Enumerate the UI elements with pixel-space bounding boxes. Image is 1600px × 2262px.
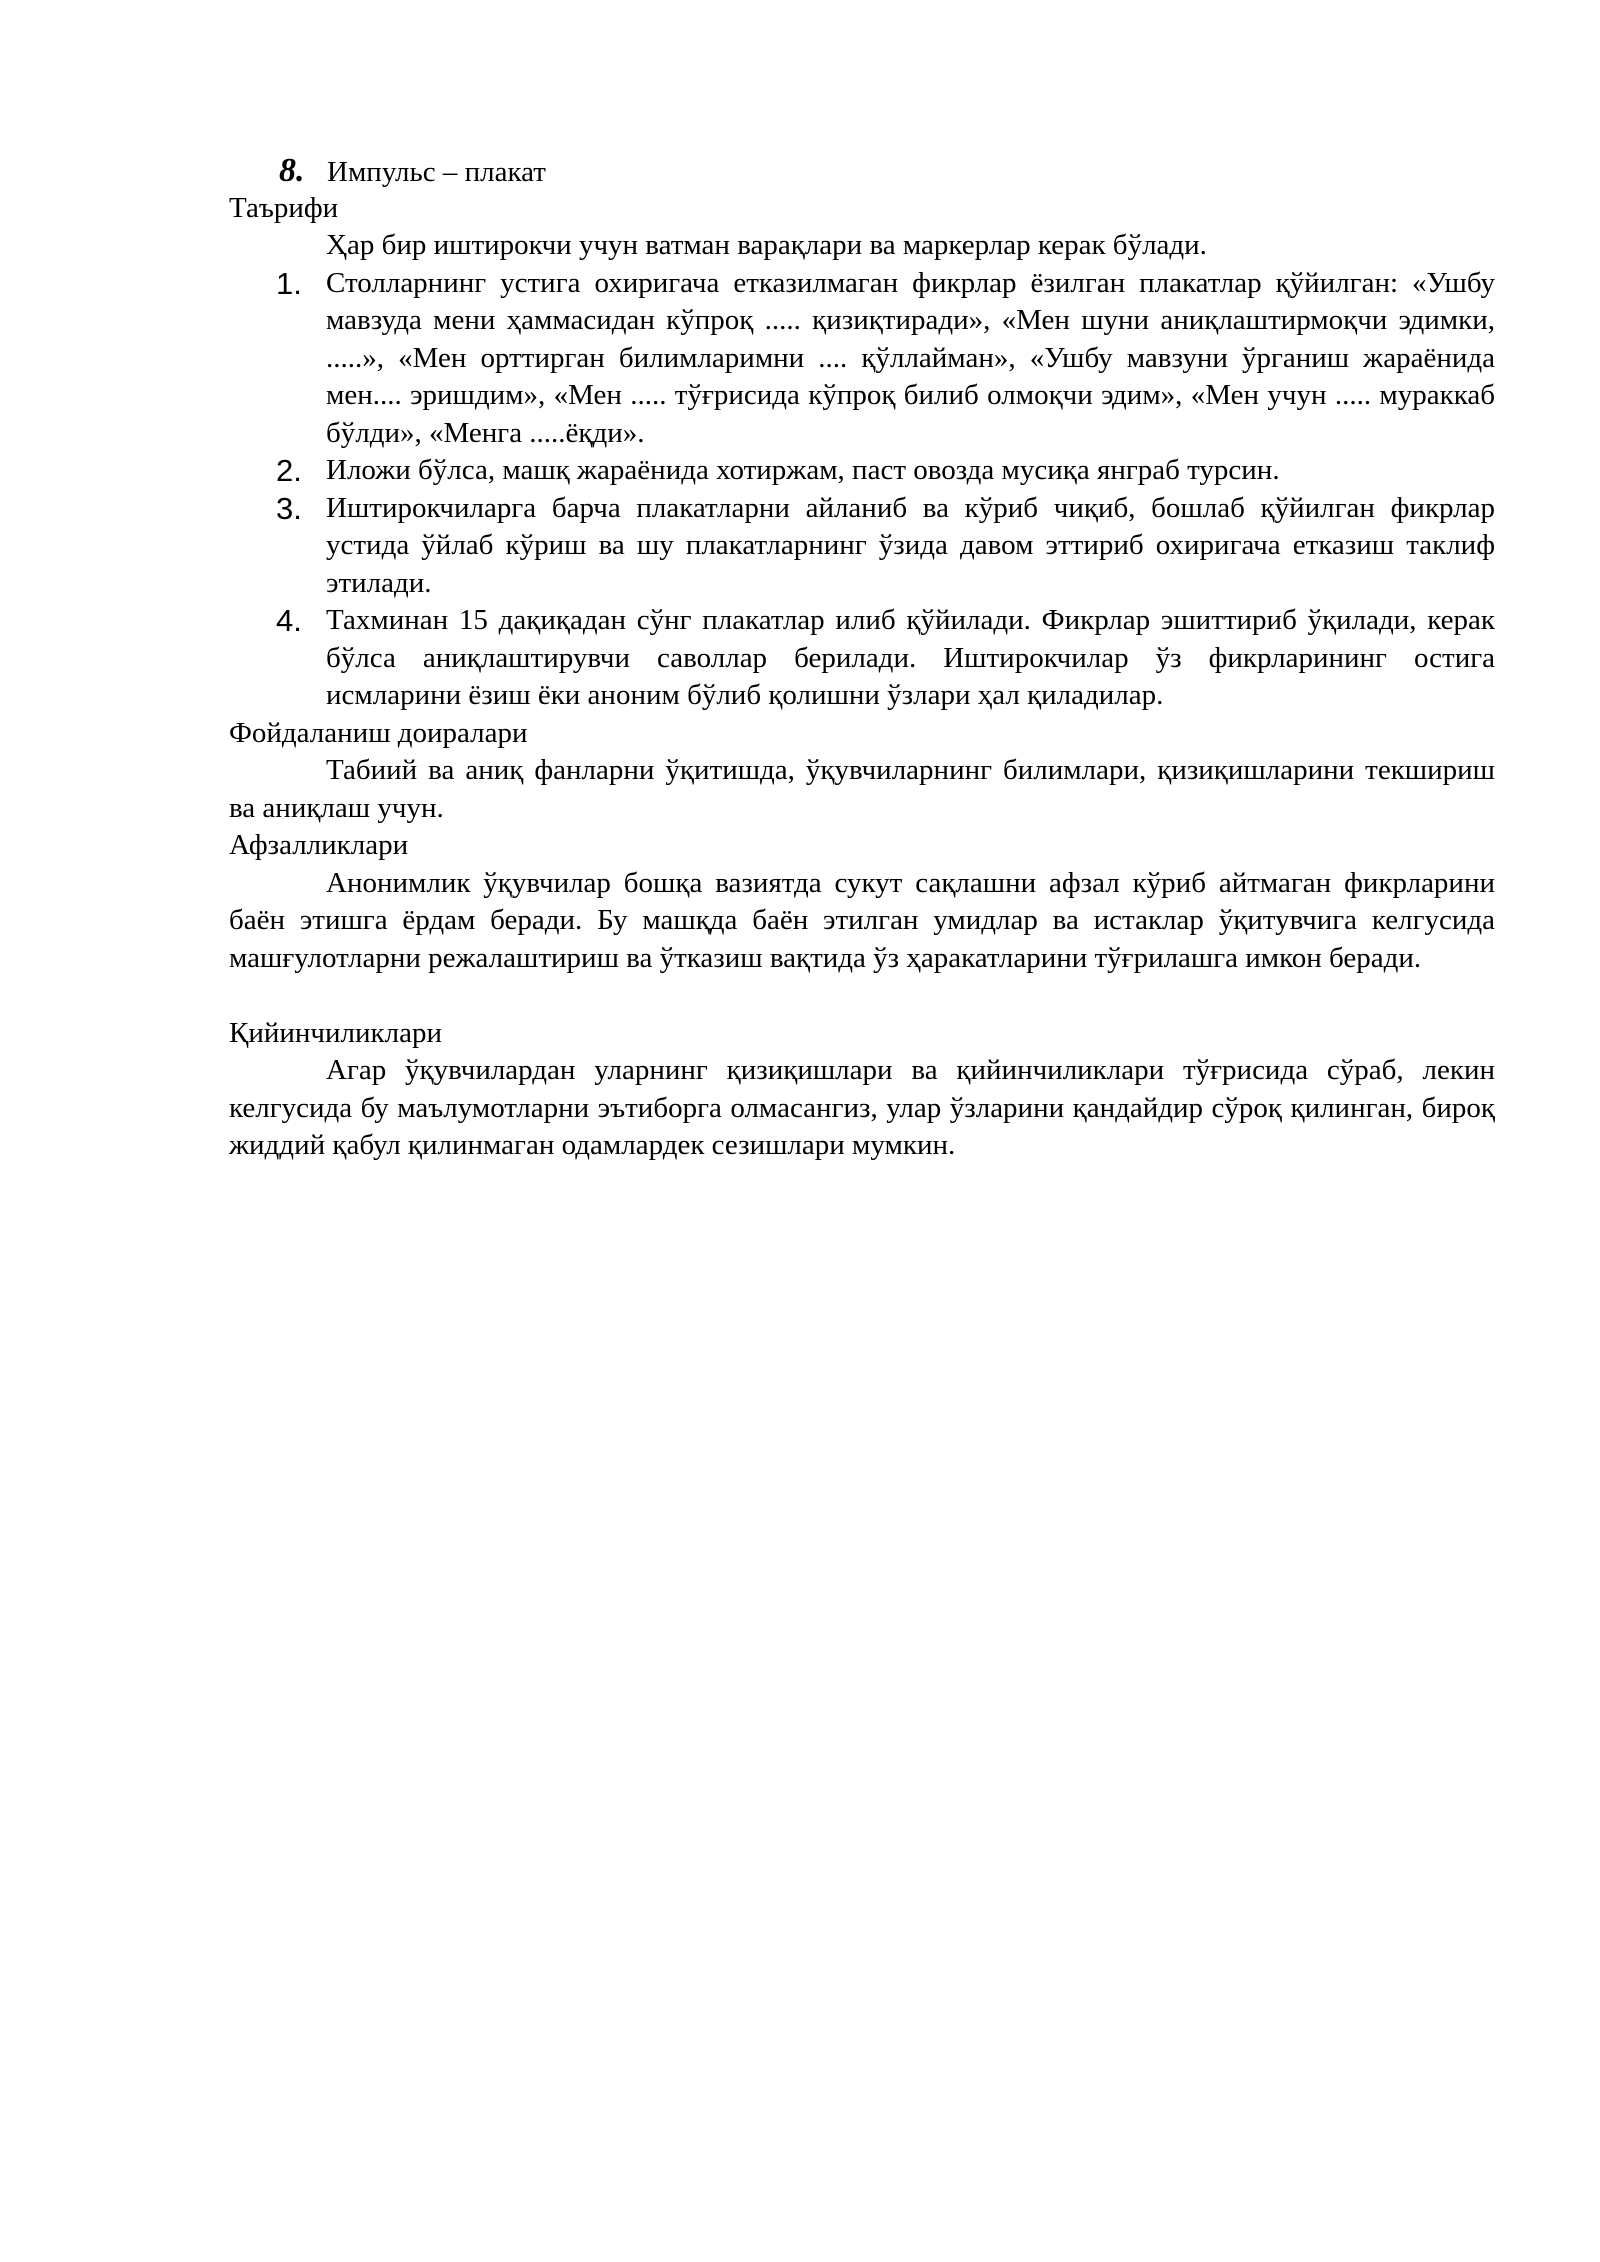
paragraph-spacer [229, 977, 1495, 1015]
usage-text: Табиий ва аниқ фанларни ўқитишда, ўқувчиларнинг билимлари, қизиқишларини текшириш ва аниқлаш учун. [229, 754, 1495, 824]
list-item [229, 452, 1495, 490]
list-item-number: 1. [276, 265, 302, 301]
list-item-number: 3. [276, 490, 302, 526]
list-item [229, 490, 1495, 603]
list-item-number: 4. [276, 603, 302, 638]
method-heading [279, 152, 1495, 190]
usage-title: Фойдаланиш доиралари [229, 716, 528, 749]
document-page [229, 152, 1495, 1165]
list-item-text: Тахминан 15 дақиқадан сўнг плакатлар илиб қўйилади. Фикрлар эшиттириб ўқилади, керак бўлса аниқлаштирувчи саволлар берилади. Иштирокчилар ўз фикрларининг остига исмларини ёзиш ёки аноним бўлиб қолишни ўзлари ҳал қиладилар. [326, 604, 1495, 711]
difficulties-title: Қийинчиликлари [229, 1016, 442, 1049]
list-item-number: 2. [276, 453, 302, 488]
difficulties-text: Агар ўқувчилардан уларнинг қизиқишлари ва қийинчиликлари тўғрисида сўраб, лекин келгусида бу маълумотларни эътиборга олмасангиз, улар ўзларини қандайдир сўроқ қилинган, бироқ жиддий қабул қилинмаган одамлардек сезишлари мумкин. [229, 1054, 1495, 1161]
list-item-text: Иложи бўлса, машқ жараёнида хотиржам, паст овозда мусиқа янграб турсин. [326, 454, 1280, 486]
steps-list [229, 265, 1495, 715]
list-item [229, 265, 1495, 453]
list-item-text: Столларнинг устига охиригача етказилмаган фикрлар ёзилган плакатлар қўйилган: «Ушбу мавзуда мени ҳаммасидан кўпроқ ..... қизиқтиради», «Мен шуни аниқлаштирмоқчи эдимки, .....», «Мен орттирган билимларимни .... қўллайман», «Ушбу мавзуни ўрганиш жараёнида мен.... эришдим», «Мен ..... тўғрисида кўпроқ билиб олмоқчи эдим», «Мен учун ..... мураккаб бўлди», «Менга .....ёқди». [326, 266, 1495, 449]
list-item [229, 602, 1495, 715]
list-item-text: Иштирокчиларга барча плакатларни айланиб ва кўриб чиқиб, бошлаб қўйилган фикрлар устида ўйлаб кўриш ва шу плакатларнинг ўзида давом эттириб охиригача етказиш таклиф этилади. [326, 491, 1495, 599]
method-title: Импульс – плакат [327, 156, 546, 188]
advantages-title: Афзалликлари [229, 829, 409, 861]
definition-title: Таърифи [229, 191, 339, 224]
definition-intro: Ҳар бир иштирокчи учун ватман варақлари ва маркерлар керак бўлади. [326, 229, 1207, 261]
method-number: 8. [279, 152, 305, 189]
advantages-text: Анонимлик ўқувчилар бошқа вазиятда сукут сақлашни афзал кўриб айтмаган фикрларини баён этишга ёрдам беради. Бу машқда баён этилган умидлар ва истаклар ўқитувчига келгусида машғулотларни режалаштириш ва ўтказиш вақтида ўз ҳаракатларини тўғрилашга имкон беради. [229, 866, 1495, 974]
